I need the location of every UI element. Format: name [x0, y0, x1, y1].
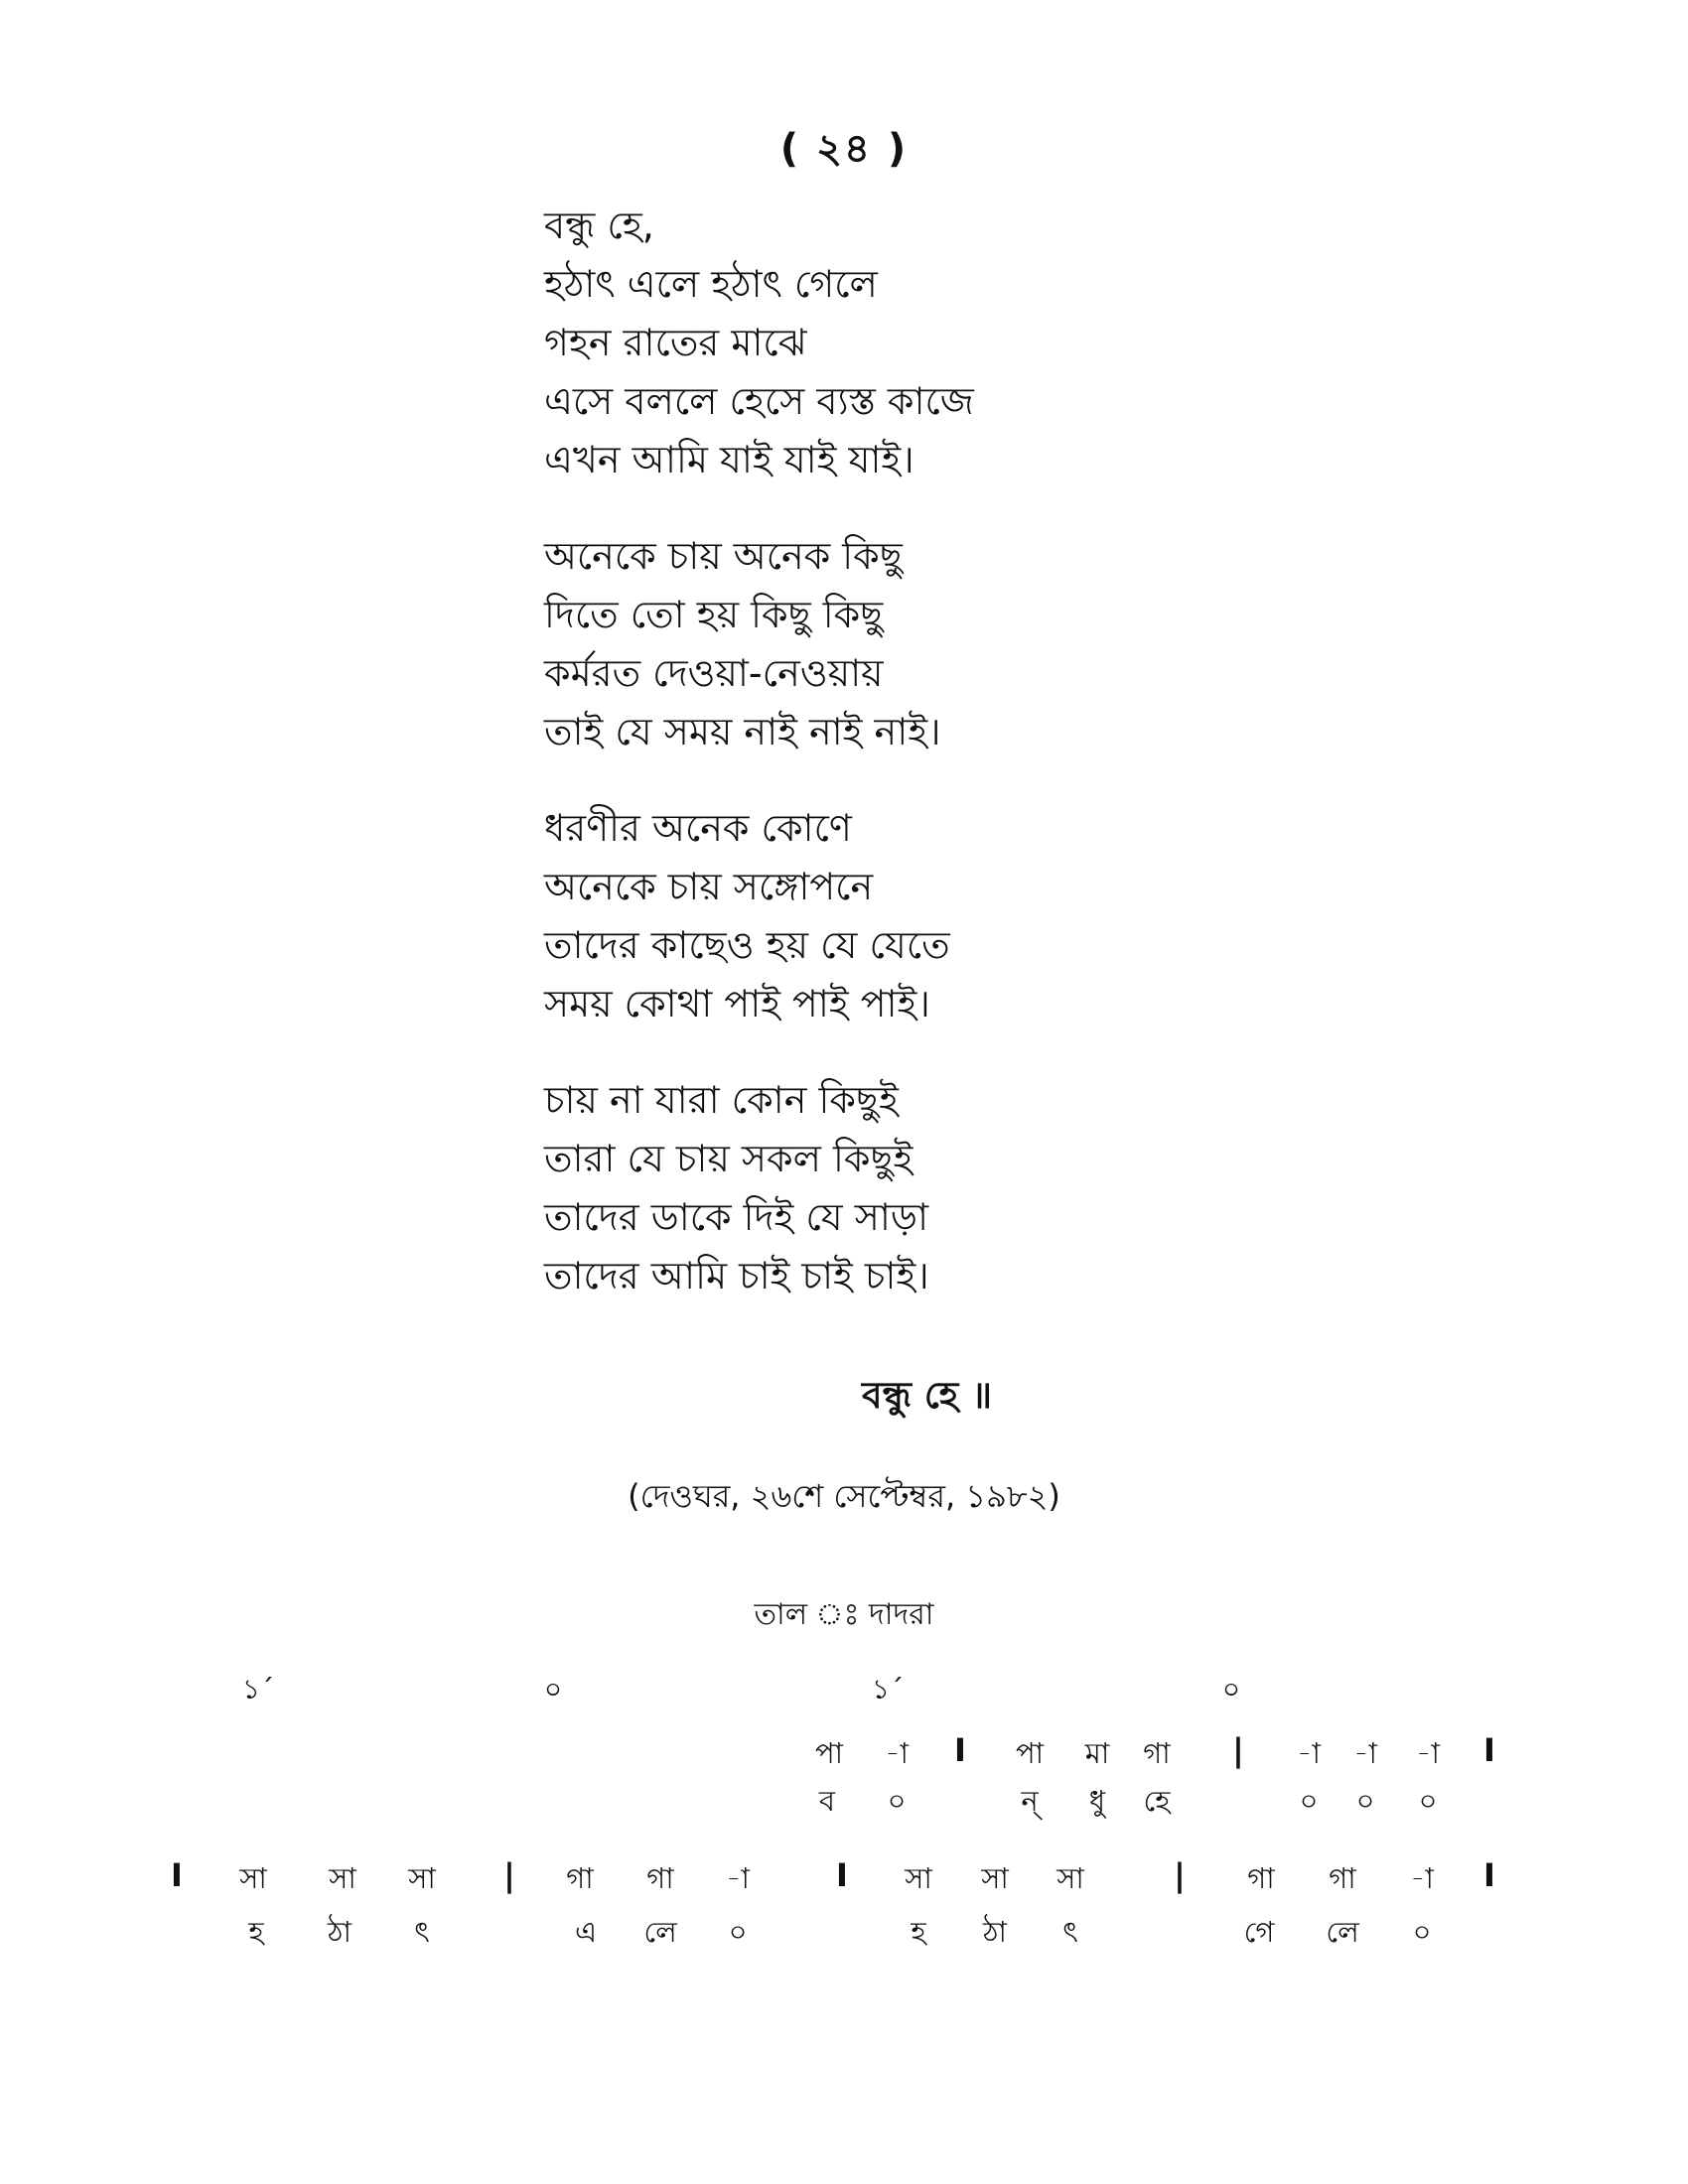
notation-note: সা	[1056, 1861, 1084, 1895]
bar-line: |	[1174, 1856, 1186, 1894]
poem-line: তাই যে সময় নাই নাই নাই।	[544, 710, 941, 753]
notation-note: মা	[1084, 1736, 1110, 1770]
notation-note: -া	[1353, 1736, 1377, 1770]
page-number: ( ২৪ )	[779, 126, 909, 172]
poem-line: অনেকে চায় সঙ্গোপনে	[544, 865, 874, 908]
notation-note: -া	[885, 1736, 909, 1770]
beat-mark: ০	[543, 1673, 563, 1706]
notation-lyric: ০	[887, 1784, 907, 1818]
notation-note: -া	[726, 1861, 750, 1895]
notation-lyric: ঠা	[328, 1915, 352, 1949]
poem-line: তারা যে চায় সকল কিছুই	[544, 1137, 914, 1180]
notation-lyric: ০	[1355, 1784, 1375, 1818]
bar-line: I	[1483, 1856, 1495, 1894]
notation-note: সা	[239, 1861, 267, 1895]
poem-line: তাদের আমি চাই চাই চাই।	[544, 1254, 929, 1297]
notation-note: গা	[1329, 1861, 1356, 1895]
bar-line: I	[171, 1856, 183, 1894]
notation-lyric: ন্	[1021, 1784, 1039, 1818]
notation-lyric: ৎ	[1062, 1915, 1078, 1949]
notation-lyric: গে	[1243, 1915, 1275, 1949]
bar-line: I	[836, 1856, 848, 1894]
poem-line: এসে বললে হেসে ব্যস্ত কাজে	[544, 379, 974, 423]
bar-line: I	[1483, 1731, 1495, 1769]
notation-note: সা	[981, 1861, 1009, 1895]
notation-note: -া	[1410, 1861, 1434, 1895]
poem-line: দিতে তো হয় কিছু কিছু	[544, 593, 884, 636]
notation-note: গা	[646, 1861, 674, 1895]
notation-lyric: লে	[1326, 1915, 1359, 1949]
beat-mark: ১´	[241, 1673, 275, 1706]
notation-lyric: ০	[1412, 1915, 1432, 1949]
beat-mark: ১´	[871, 1673, 905, 1706]
notation-note: সা	[329, 1861, 356, 1895]
dateline: (দেওঘর, ২৬শে সেপ্টেম্বর, ১৯৮২)	[628, 1477, 1060, 1515]
poem-line: এখন আমি যাই যাই যাই।	[544, 438, 914, 481]
notation-note: -া	[1416, 1736, 1440, 1770]
poem-line: তাদের ডাকে দিই যে সাড়া	[544, 1195, 929, 1239]
notation-lyric: ০	[728, 1915, 748, 1949]
poem-line: কর্মরত দেওয়া-নেওয়ায়	[544, 651, 884, 695]
notation-lyric: ৎ	[414, 1915, 430, 1949]
notation-note: -া	[1297, 1736, 1321, 1770]
notation-note: গা	[1143, 1736, 1171, 1770]
notation-lyric: হে	[1143, 1784, 1171, 1818]
notation-lyric: ধু	[1088, 1784, 1106, 1818]
beat-mark: ০	[1221, 1673, 1241, 1706]
poem-line: চায় না যারা কোন কিছুই	[544, 1078, 899, 1122]
notation-note: পা	[814, 1736, 844, 1770]
poem-line: তাদের কাছেও হয় যে যেতে	[544, 923, 950, 967]
notation-note: সা	[905, 1861, 932, 1895]
bar-line: |	[1232, 1731, 1244, 1769]
poem-line: গহন রাতের মাঝে	[544, 321, 807, 364]
notation-lyric: লে	[643, 1915, 677, 1949]
refrain: বন্ধু হে ॥	[862, 1374, 993, 1417]
notation-lyric: হ	[248, 1915, 264, 1949]
notation-lyric: ঠা	[983, 1915, 1007, 1949]
bar-line: I	[954, 1731, 966, 1769]
notation-lyric: ০	[1418, 1784, 1438, 1818]
notation-lyric: ব	[818, 1784, 836, 1818]
bar-line: |	[503, 1856, 515, 1894]
poem-line: সময় কোথা পাই পাই পাই।	[544, 982, 930, 1025]
poem-line: অনেকে চায় অনেক কিছু	[544, 534, 903, 578]
poem-line: বন্ধু হে,	[544, 204, 654, 247]
notation-lyric: হ	[911, 1915, 926, 1949]
notation-note: গা	[1247, 1861, 1275, 1895]
poem-line: ধরণীর অনেক কোণে	[544, 806, 852, 850]
notation-lyric: ০	[1299, 1784, 1319, 1818]
notation-note: গা	[566, 1861, 594, 1895]
tala-heading: তাল ঃ দাদরা	[754, 1597, 934, 1632]
poem-line: হঠাৎ এলে হঠাৎ গেলে	[544, 262, 878, 306]
notation-note: পা	[1015, 1736, 1045, 1770]
notation-note: সা	[408, 1861, 436, 1895]
notation-lyric: এ	[574, 1915, 598, 1949]
